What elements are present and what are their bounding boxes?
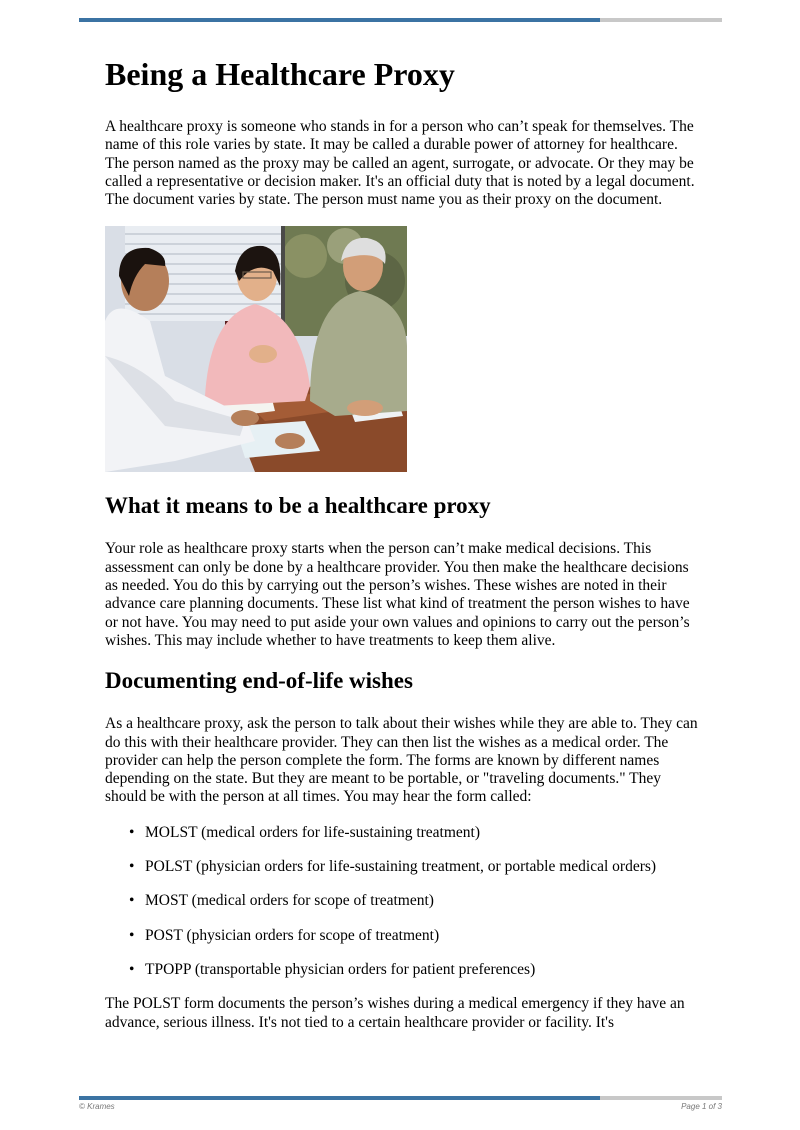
top-progress-bar <box>79 18 722 22</box>
list-item <box>129 892 701 910</box>
list-item-text: MOST (medical orders for scope of treatment) <box>145 892 434 910</box>
bottom-progress-fill <box>79 1096 600 1100</box>
list-item <box>129 960 701 979</box>
consultation-photo <box>105 226 407 472</box>
list-item <box>129 858 701 876</box>
bottom-progress-bar <box>79 1096 722 1100</box>
bullet-icon: • <box>129 926 135 944</box>
role-paragraph: Your role as healthcare proxy starts when the person can’t make medical decisions. This assessment can only be done by a healthcare provider. You then make the healthcare decisions as needed. You do this by carrying out the person’s wishes. These wishes are noted in their advance care planning documents. These list what kind of treatment the person wishes to have or not have. You may need to put aside your own values and opinions to carry out the person’s wishes. This may include whether to have treatments to keep them alive. <box>105 540 690 649</box>
documenting-paragraph: As a healthcare proxy, ask the person to talk about their wishes while they are able to. They can do this with their healthcare provider. They can then list the wishes as a medical order. The provider can help the person complete the form. The forms are known by different names depending on the state. But they are meant to be portable, or "traveling documents." They should be with the person at all times. You may hear the form called: <box>105 715 698 806</box>
polst-paragraph: The POLST form documents the person’s wishes during a medical emergency if they have an advance, serious illness. It's not tied to a certain healthcare provider or facility. It's <box>105 995 685 1031</box>
footer-copyright: © Krames <box>79 1102 115 1111</box>
article <box>105 54 701 1049</box>
bullet-icon: • <box>129 892 135 910</box>
list-item-text: MOLST (medical orders for life-sustaining treatment) <box>145 823 481 841</box>
form-names-list <box>105 824 701 979</box>
intro-paragraph: A healthcare proxy is someone who stands in for a person who can’t speak for themselves. The name of this role varies by state. It may be called a durable power of attorney for healthcare. The person named as the proxy may be called an agent, surrogate, or advocate. Or they may be called a representative or decision maker. It's an official duty that is noted by a legal document. The document varies by state. The person must name you as their proxy on the document. <box>105 118 695 209</box>
list-item <box>129 926 701 945</box>
top-progress-fill <box>79 18 600 22</box>
list-item-text: POST (physician orders for scope of treatment) <box>145 926 440 944</box>
bullet-icon: • <box>129 960 135 978</box>
page-title: Being a Healthcare Proxy <box>105 56 455 92</box>
section-heading-role: What it means to be a healthcare proxy <box>105 493 491 519</box>
list-item-text: POLST (physician orders for life-sustaining treatment, or portable medical orders) <box>145 858 657 876</box>
bullet-icon: • <box>129 823 135 841</box>
list-item-text: TPOPP (transportable physician orders for patient preferences) <box>145 960 536 978</box>
list-item <box>129 823 701 842</box>
bullet-icon: • <box>129 858 135 876</box>
section-heading-documenting: Documenting end-of-life wishes <box>105 668 413 694</box>
footer-page-number: Page 1 of 3 <box>681 1102 722 1111</box>
